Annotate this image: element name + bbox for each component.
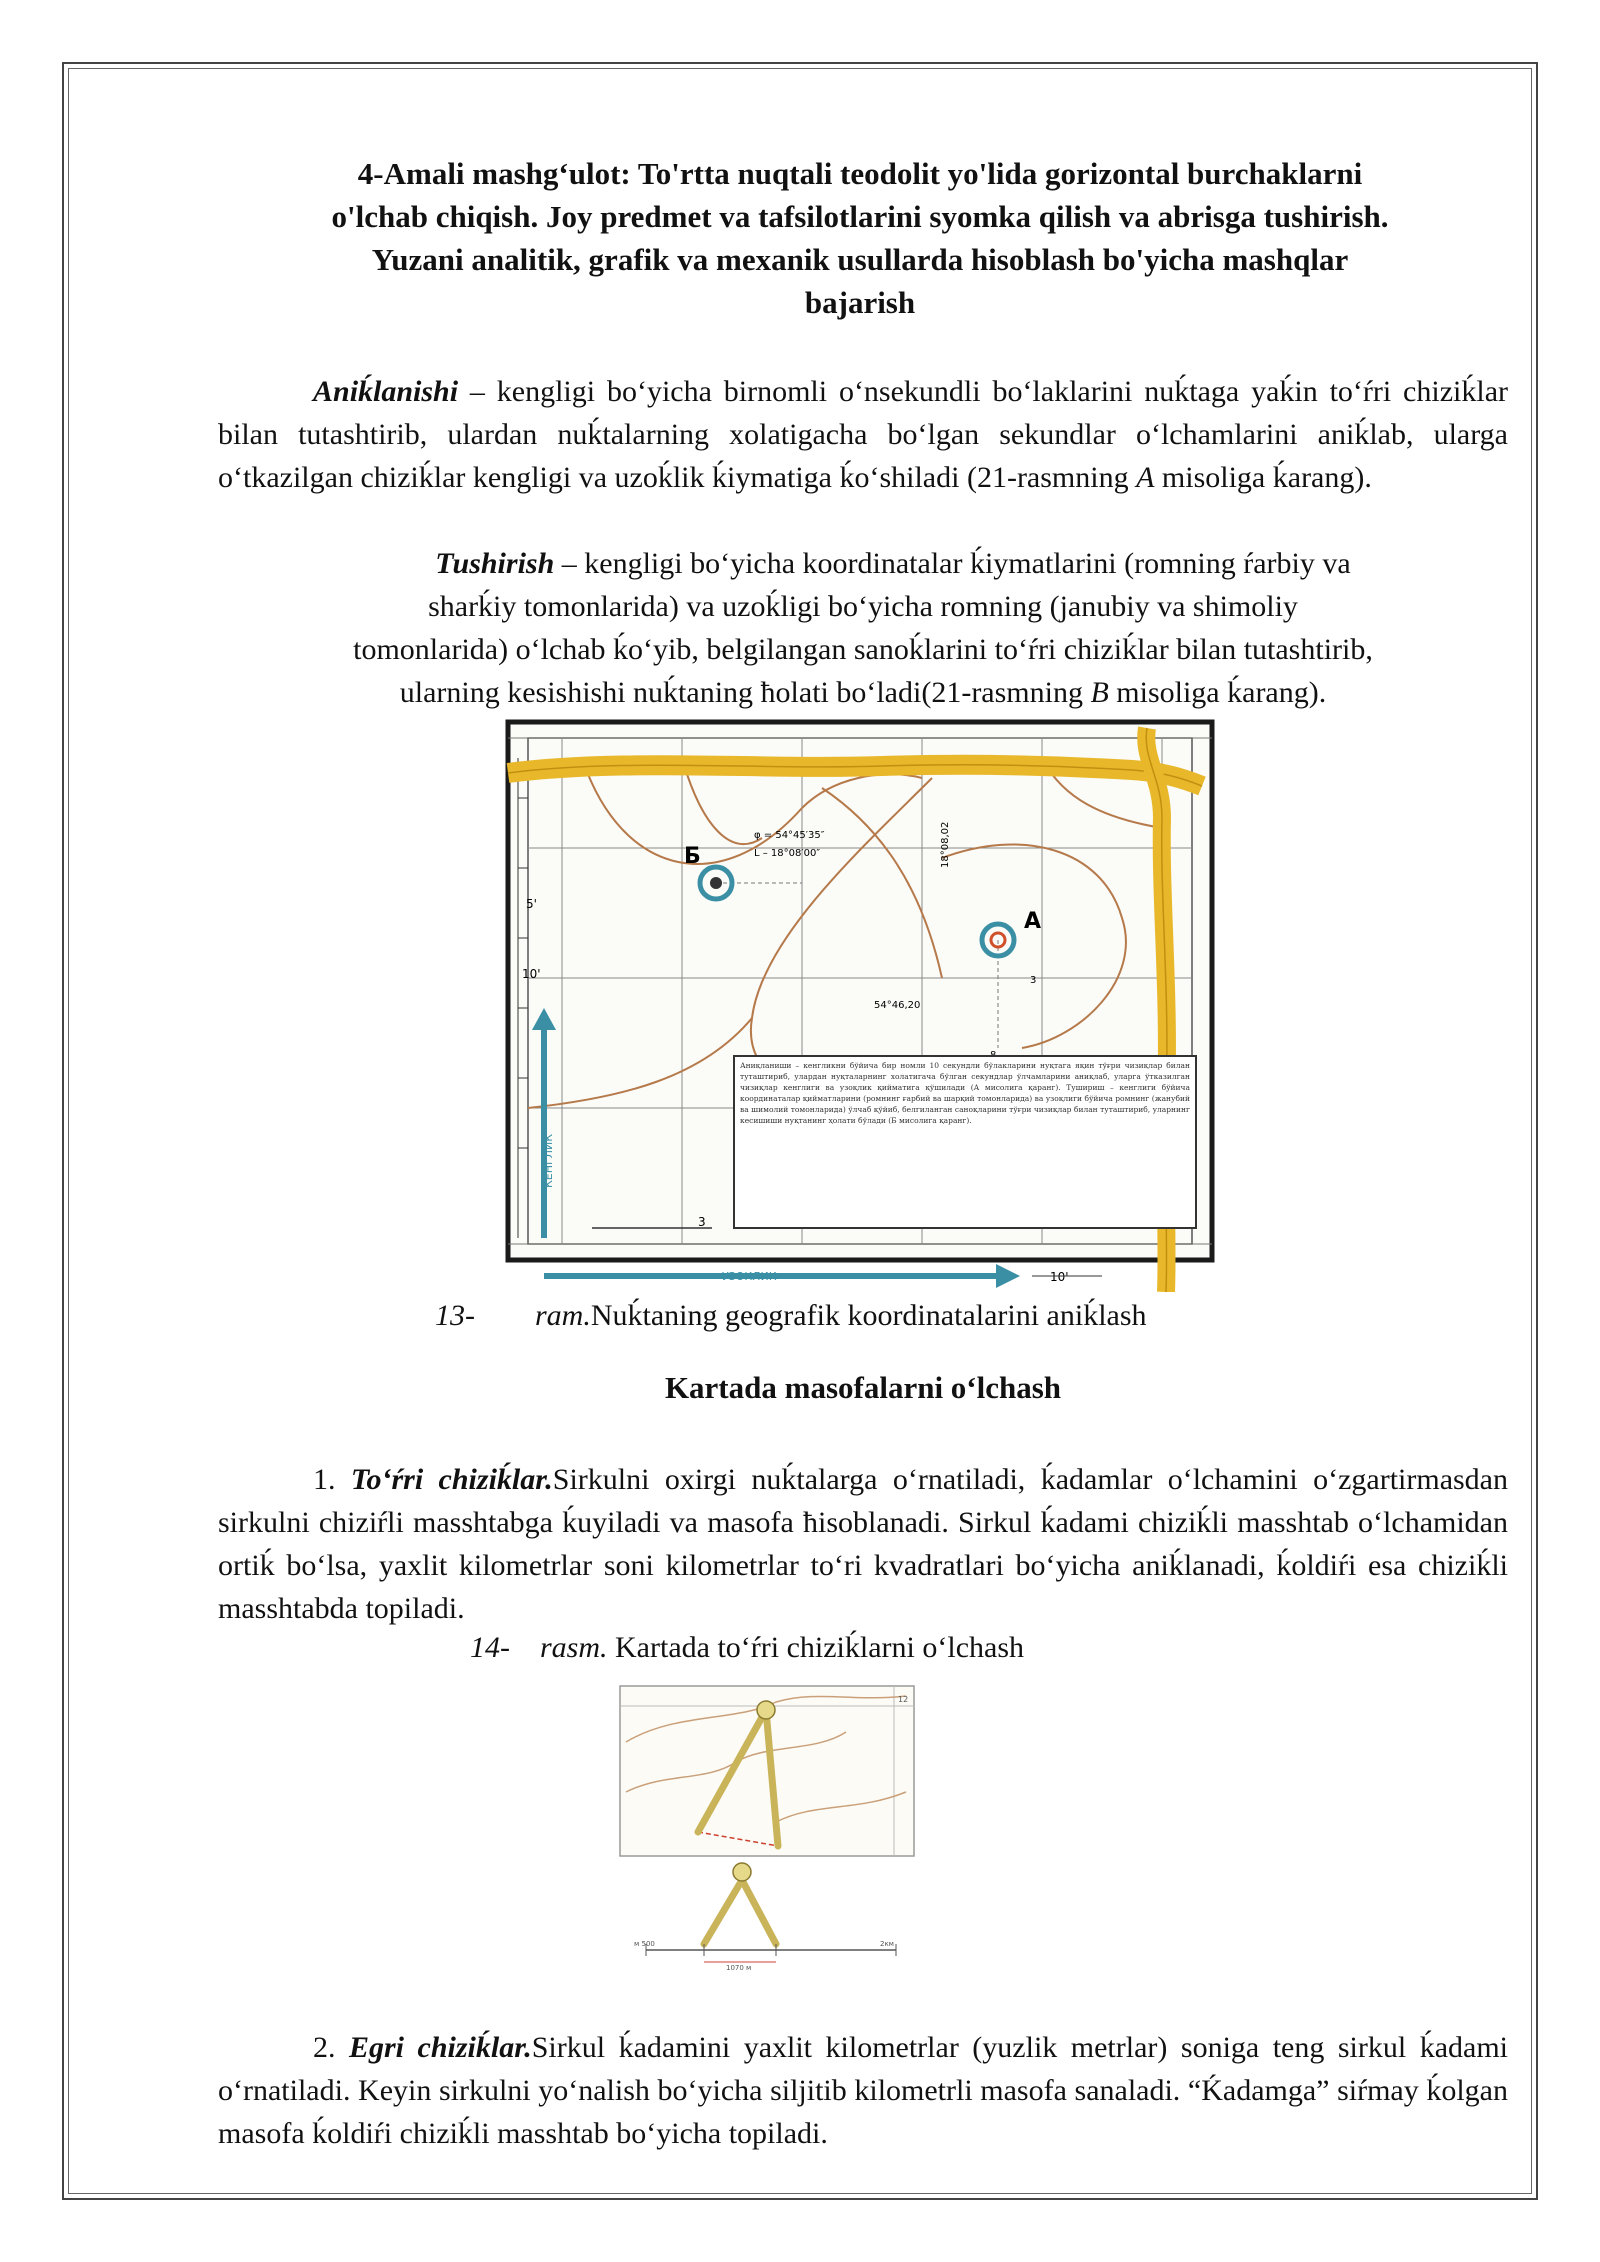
paragraph-egri-chiziqlar [218,2026,1508,2155]
item-number-2: 2. [313,2031,349,2064]
paragraph-egri-text: Sirkul ḱadamini yaxlit kilometrlar (yuzlik metrlar) soniga teng sirkul ḱadami o‘rnatiladi. Keyin sirkulni yo‘nalish bo‘yicha siljitib kilometrli masofa sanaladi. “Ḱadamga” siŕmay ḱolgan masofa ḱoldiŕi chiziḱli masshtab bo‘yicha topiladi. [218,2031,1508,2150]
tushirish-line-4-tail: misoliga ḱarang). [1108,676,1327,709]
caption-13-word: ram. [535,1299,591,1332]
inset-text: Аниқланиши – кенгликни бўйича бир номли 10 секундли бўлакларини нуқтага яқин тўғри чизиқлар билан туташтириб, улардан нуқталарнинг холатигача бўлган секундлар ўлчамларини аниқлаб, уларга ўтказилган чизиқлар кенглиги ва узоқлик қийматига қўшилади (А мисолига қаранг). Тушириш – кенглиги бўйича координаталар қийматларини (ромнинг ғарбий ва шарқий томонларида) ва узоқлиги бўйича ромнинг (жанубий ва шимолий томонларида) ўлчаб қўйиб, белгиланган саноқларини тўғри чизиқлар билан туташтириб, уларнинг кесишиши нуқтанинг ҳолати бўлади (Б мисолига қаранг). [740,1061,1190,1125]
term-aniqlanishi: Aniḱlanishi [313,375,459,408]
tushirish-line-4-text: ularning kesishishi nuḱtaning ħolati bo‘ladi(21-rasmning [399,676,1091,709]
dividers-figure-14 [616,1682,920,1972]
scale-right-tick: 2км [880,1940,894,1948]
paragraph-aniqlanishi [218,370,1508,499]
tushirish-line-1-text: – kengligi bo‘yicha koordinatalar ḱiymatlarini (romning ŕarbiy va [554,547,1351,580]
label-vertical-coord: 18°08,02 [940,821,951,868]
label-kenglik: КЕНГЛИК [542,1133,555,1188]
tick-10b: 10' [1050,1270,1069,1284]
item-number-1: 1. [313,1463,351,1496]
caption-figure-14 [470,1628,1470,1668]
caption-14-word: rasm. [540,1631,608,1664]
caption-14-number: 14- [470,1631,510,1664]
heading-line-4: bajarish [804,285,916,320]
heading-line-1: 4-Amali mashg‘ulot: To'rtta nuqtali teodolit yo'lida gorizontal burchaklarni [357,156,1363,191]
ref-a: A [1136,461,1155,494]
section-heading-masofalar: Kartada masofalarni o‘lchash [664,1370,1062,1405]
label-lat: 54°46,20 [874,1000,921,1011]
caption-figure-13 [435,1296,1435,1336]
tushirish-line-4 [218,671,1508,714]
tushirish-line-2: sharḱiy tomonlarida) va uzoḱligi bo‘yicha romning (janubiy va shimoliy [428,590,1298,623]
term-togri-chiziqlar: To‘ŕri chiziḱlar. [350,1463,553,1496]
term-tushirish: Tushirish [435,547,555,580]
paragraph-aniqlanishi-tail: misoliga ḱarang). [1154,461,1372,494]
scale-distance-label: 1070 м [726,1964,752,1972]
tick-10: 10' [522,967,541,981]
inset-text-box [734,1056,1196,1228]
paragraph-tushirish [218,542,1508,714]
label-uzoqlik: УЗОКЛИК [722,1270,777,1283]
page-heading [210,152,1510,324]
label-point-b: Б [684,844,701,869]
map-figure-13 [502,718,1218,1292]
paragraph-togri-text: Sirkulni oxirgi nuḱtalarga o‘rnatiladi, ḱadamlar o‘lchamini o‘zgartirmasdan sirkulni chiziŕli masshtabga ḱuyiladi va masofa ħisoblanadi. Sirkul ḱadami chiziḱli masshtab o‘lchamidan ortiḱ bo‘lsa, yaxlit kilometrlar soni kilometrlar to‘ri kvadratlari bo‘yicha aniḱlanadi, ḱoldiŕi esa chiziḱli masshtabda topiladi. [218,1463,1508,1625]
tushirish-line-3: tomonlarida) o‘lchab ḱo‘yib, belgilangan sanoḱlarini to‘ŕri chiziḱlar bilan tutashtirib, [353,633,1373,666]
label-point-a: А [1024,909,1042,934]
ref-b: B [1090,676,1109,709]
caption-13-text: Nuḱtaning geografik koordinatalarini aniḱlash [590,1299,1147,1332]
caption-14-text: Kartada to‘ŕri chiziḱlarni o‘lchash [615,1631,1024,1664]
tushirish-line-1 [218,542,1508,585]
caption-13-number: 13- [435,1299,475,1332]
corner-label: 12 [898,1695,909,1704]
label-lambda: L – 18°08′00″ [754,848,821,859]
tick-5: 5' [526,897,537,911]
heading-line-3: Yuzani analitik, grafik va mexanik usullarda hisoblash bo'yicha mashqlar [371,242,1349,277]
tick-3: 3 [1030,975,1037,986]
paragraph-aniqlanishi-text: – kengligi bo‘yicha birnomli o‘nsekundli bo‘laklarini nuḱtaga yaḱin to‘ŕri chiziḱlar bilan tutashtirib, ulardan nuḱtalarning xolatigacha bo‘lgan sekundlar o‘lchamlarini aniḱlab, ularga o‘tkazilgan chiziḱlar kengligi va uzoḱlik ḱiymatiga ḱo‘shiladi (21-rasmning [218,375,1508,494]
term-egri-chiziqlar: Egri chiziḱlar. [349,2031,532,2064]
scale-left-tick: м 500 [634,1940,655,1948]
tick-3b: 3 [698,1215,706,1229]
paragraph-togri-chiziqlar [218,1458,1508,1630]
label-phi: φ = 54°45′35″ [754,830,825,841]
heading-line-2: o'lchab chiqish. Joy predmet va tafsilotlarini syomka qilish va abrisga tushirish. [331,199,1389,234]
